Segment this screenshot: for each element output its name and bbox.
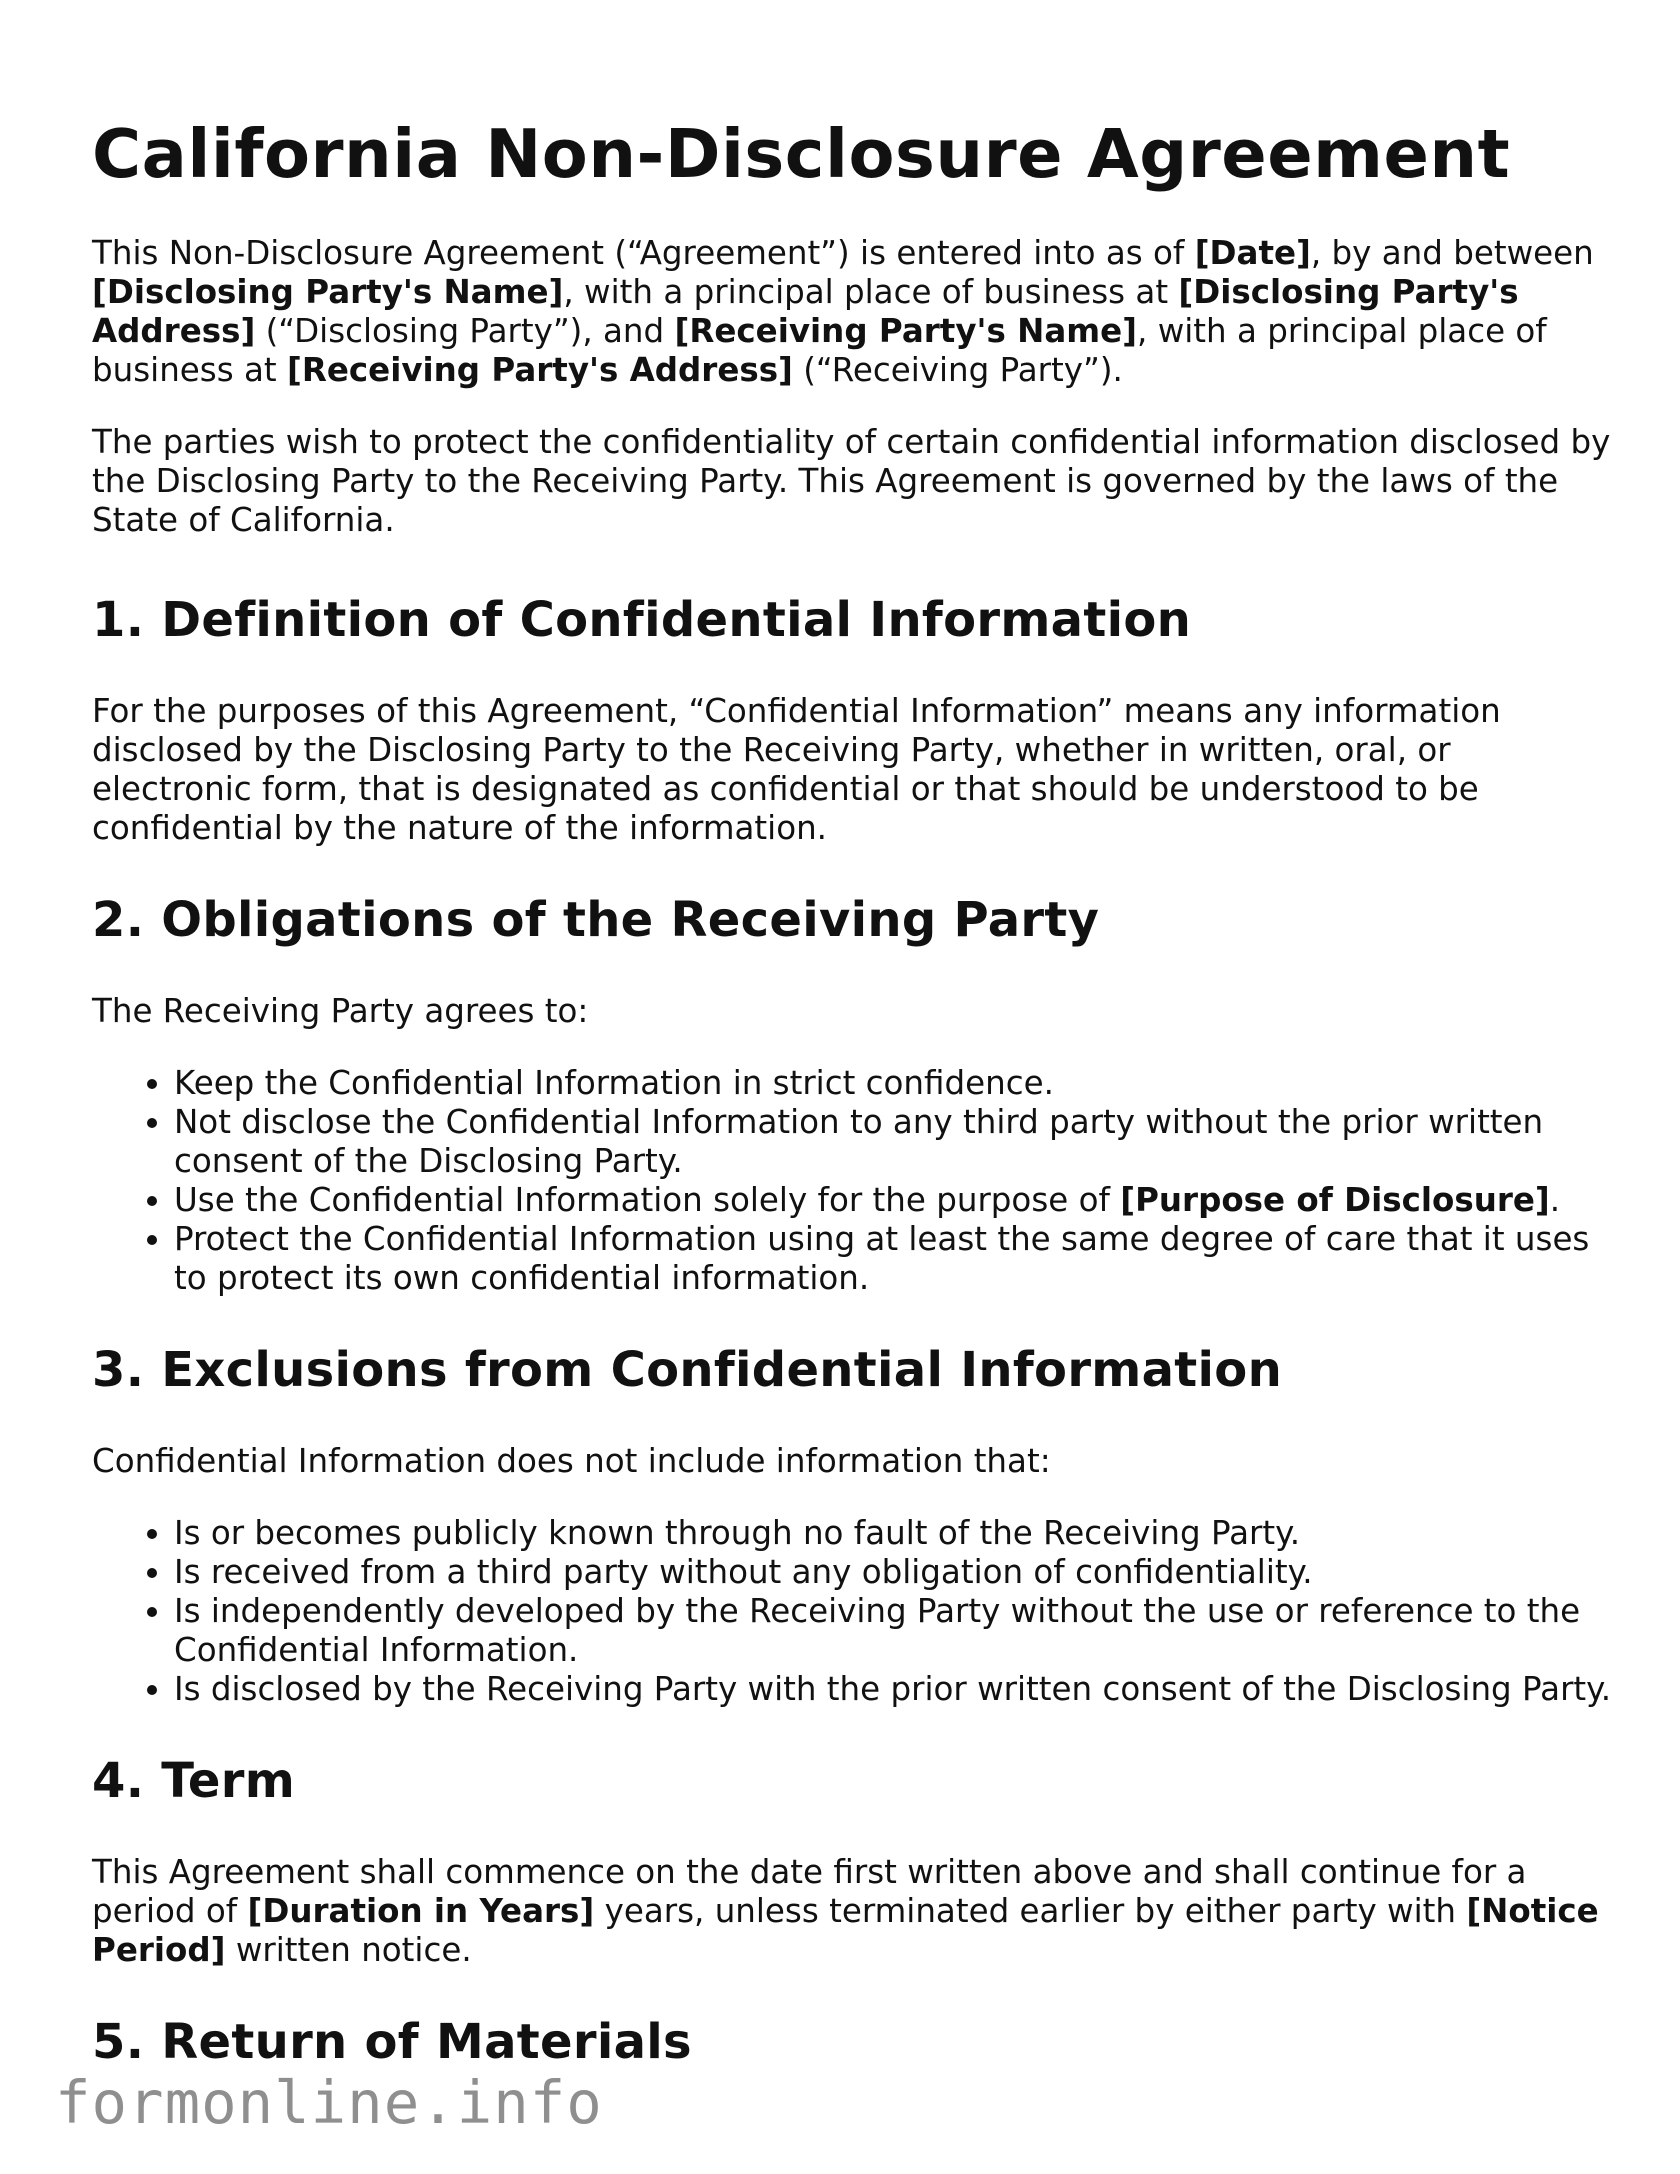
intro-text: This Non-Disclosure Agreement (“Agreement”) is entered into as of [92,234,1195,272]
intro-text: , with a principal place of business at [92,312,1547,389]
section-3-heading: 3. Exclusions from Confidential Information [92,1342,1283,1398]
disclosing-party-name-placeholder: [Disclosing Party's Name] [92,273,564,311]
purpose-paragraph: The parties wish to protect the confidentiality of certain confidential information disclosed by the Disclosing Party to the Receiving Party. This Agreement is governed by the laws of the State of California. [92,423,1611,539]
section-2-heading: 2. Obligations of the Receiving Party [92,892,1100,948]
intro-text: (“Disclosing Party”), and [255,312,675,350]
purpose-placeholder: [Purpose of Disclosure] [1120,1181,1550,1219]
disclosing-party-address-placeholder: [Disclosing Party's Address] [92,273,1519,350]
section-5-heading: 5. Return of Materials [92,2014,692,2070]
list-item: • Protect the Confidential Information using at least the same degree of care that it uses to protect its own confidential information. [174,1220,1612,1298]
list-item: • Is or becomes publicly known through no fault of the Receiving Party. [174,1514,1612,1553]
watermark: formonline.info [55,2068,603,2137]
section-3-lead: Confidential Information does not include information that: [92,1442,1051,1480]
document-page [92,0,1612,2072]
intro-text: , with a principal place of business at [563,273,1179,311]
section-1-heading: 1. Definition of Confidential Information [92,592,1192,648]
section-4-body [92,1853,1612,1970]
section-4-heading: 4. Term [92,1753,296,1809]
list-item: • Is disclosed by the Receiving Party with the prior written consent of the Disclosing Party. [174,1670,1612,1709]
list-item-text: Use the Confidential Information solely for the purpose of [174,1181,1121,1219]
receiving-party-name-placeholder: [Receiving Party's Name] [674,312,1138,350]
notice-period-placeholder: [Notice Period] [92,1892,1599,1969]
list-item: • Keep the Confidential Information in strict confidence. [174,1064,1612,1103]
list-item-text: . [1549,1181,1561,1219]
section-2-lead: The Receiving Party agrees to: [92,992,589,1030]
intro-text: (“Receiving Party”). [792,351,1123,389]
intro-paragraph [92,234,1612,390]
list-item: • Is independently developed by the Receiving Party without the use or reference to the Confidential Information. [174,1592,1612,1670]
list-item [174,1181,1612,1220]
duration-placeholder: [Duration in Years] [247,1892,595,1930]
intro-text: , by and between [1310,234,1594,272]
obligations-list [92,1064,1612,1298]
list-item: • Is received from a third party without any obligation of confidentiality. [174,1553,1612,1592]
section-1-body: For the purposes of this Agreement, “Confidential Information” means any information disclosed by the Disclosing Party to the Receiving Party, whether in written, oral, or electronic form, that is designated as confidential or that should be understood to be confidential by the nature of the information. [92,692,1501,847]
receiving-party-address-placeholder: [Receiving Party's Address] [286,351,793,389]
term-text: written notice. [225,1931,472,1969]
term-text: years, unless terminated earlier by either party with [594,1892,1467,1930]
document-title: California Non-Disclosure Agreement [92,115,1511,193]
date-placeholder: [Date] [1194,234,1311,272]
term-text: This Agreement shall commence on the date first written above and shall continue for a period of [92,1853,1527,1930]
exclusions-list [92,1514,1612,1709]
list-item: • Not disclose the Confidential Information to any third party without the prior written consent of the Disclosing Party. [174,1103,1612,1181]
